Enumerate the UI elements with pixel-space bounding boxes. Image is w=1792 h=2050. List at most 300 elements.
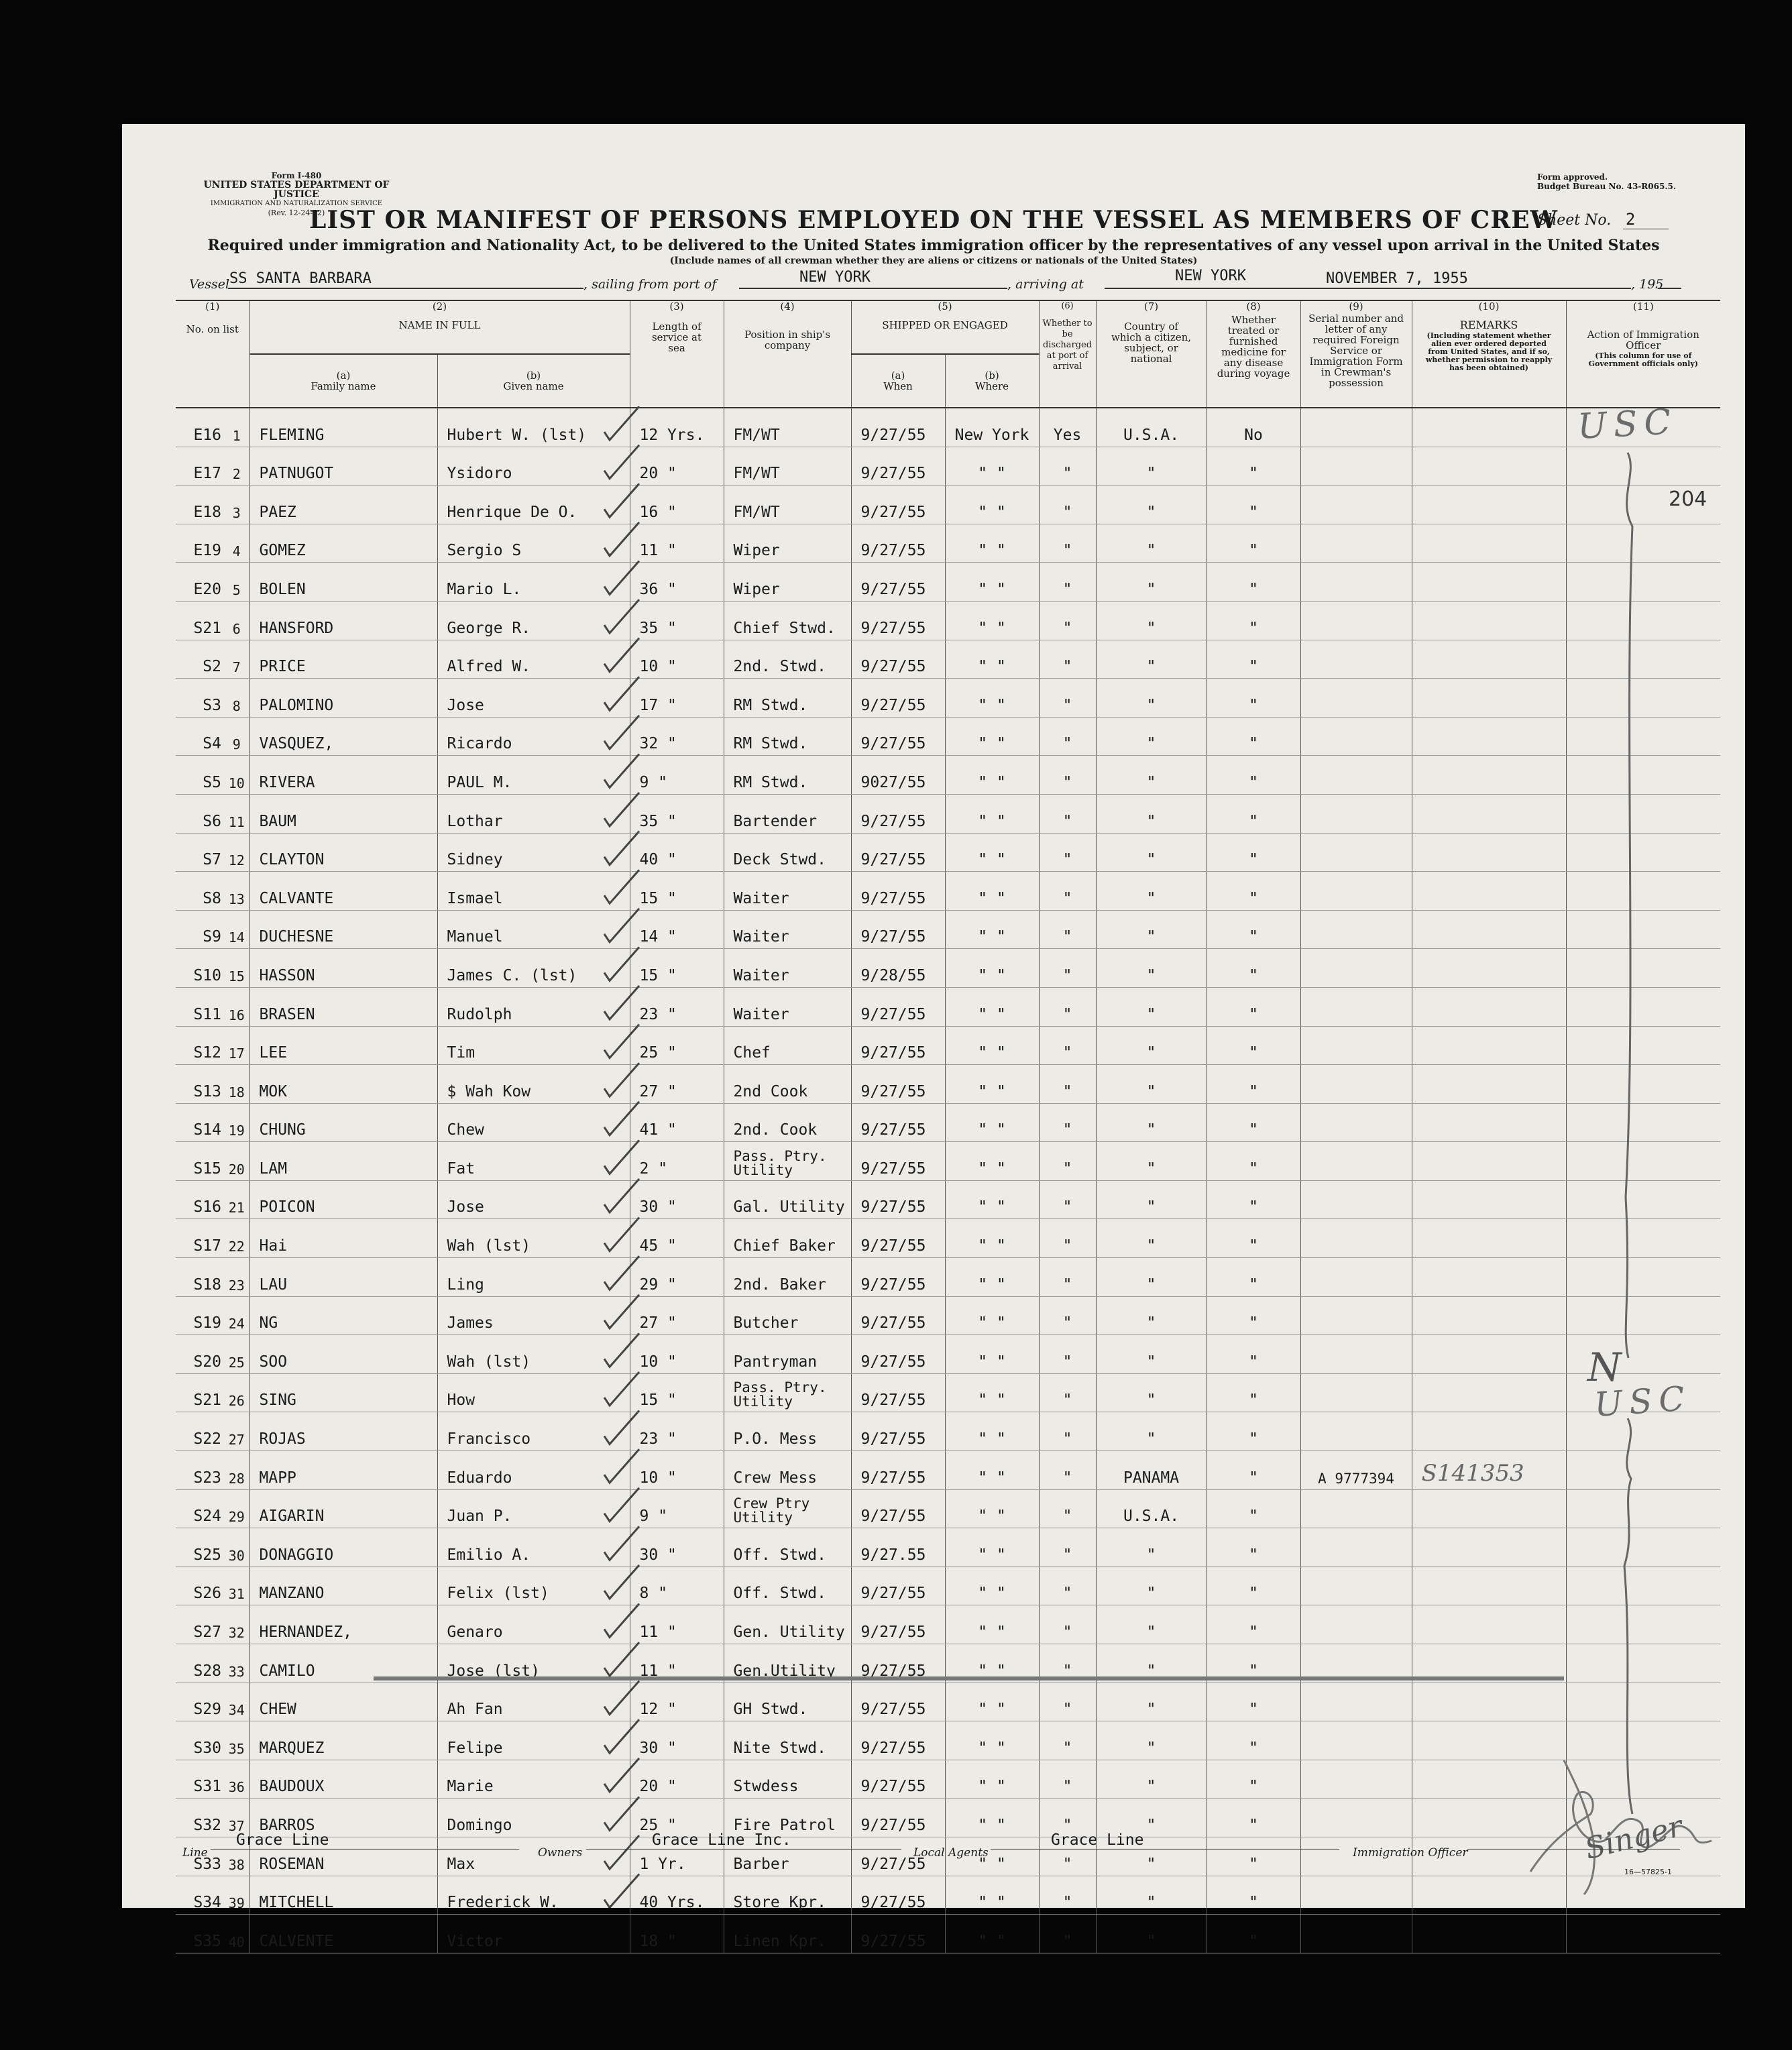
given-name: Ricardo [437, 717, 630, 756]
crew-note: (Include names of all crewman whether they are aliens or citizens or nationals of the United States) [669, 255, 1198, 266]
treated: " [1207, 524, 1300, 563]
position: FM/WT [724, 486, 851, 524]
shipped-where: " " [945, 1567, 1039, 1605]
check-mark [604, 1179, 639, 1212]
given-name: Ismael [437, 872, 630, 911]
col-7-text: Country of which a citizen, subject, or national [1111, 321, 1192, 365]
given-name: Henrique De O. [437, 486, 630, 524]
row-list-id: S28 [176, 1644, 224, 1683]
col-3-text: Length of service at sea [651, 321, 702, 354]
vessel-label: Vessel [189, 277, 230, 292]
bracket-line-top [1626, 453, 1632, 1358]
treated: " [1207, 1837, 1300, 1876]
position: Waiter [724, 910, 851, 949]
discharged: " [1039, 1335, 1096, 1374]
check-mark [604, 1758, 639, 1792]
given-name: $ Wah Kow [437, 1065, 630, 1104]
treated: " [1207, 987, 1300, 1026]
position: Off. Stwd. [724, 1528, 851, 1567]
service-length: 15 " [630, 1373, 724, 1412]
family-name: PRICE [249, 640, 437, 679]
country: " [1096, 1528, 1207, 1567]
col-7-num: (7) [1143, 300, 1159, 312]
country: " [1096, 563, 1207, 602]
given-name: Wah (lst) [437, 1335, 630, 1374]
check-mark [604, 909, 639, 942]
family-name: NG [249, 1296, 437, 1335]
discharged: " [1039, 1412, 1096, 1451]
row-number: 30 [224, 1528, 249, 1567]
country: " [1096, 794, 1207, 833]
row-number: 38 [224, 1837, 249, 1876]
year-suffix: , 195 [1631, 277, 1664, 292]
shipped-where: " " [945, 1528, 1039, 1567]
given-name: Mario L. [437, 563, 630, 602]
country: " [1096, 987, 1207, 1026]
given-name: Juan P. [437, 1489, 630, 1528]
shipped-where: " " [945, 1026, 1039, 1065]
discharged: " [1039, 1605, 1096, 1644]
treated: " [1207, 1103, 1300, 1142]
shipped-when: 9/27/55 [851, 1219, 945, 1258]
family-name: BAUDOUX [249, 1760, 437, 1799]
col-5a-text: When [883, 380, 913, 392]
country: " [1096, 910, 1207, 949]
col-5-num: (5) [938, 300, 952, 312]
check-mark [604, 677, 639, 710]
col-8-num: (8) [1246, 300, 1261, 312]
shipped-when: 9/27/55 [851, 794, 945, 833]
form-number: Form I-480 [271, 171, 322, 180]
row-list-id: E19 [176, 524, 224, 563]
shipped-when: 9/27/55 [851, 1567, 945, 1605]
shipped-when: 9/27/55 [851, 987, 945, 1026]
row-list-id: S21 [176, 1373, 224, 1412]
check-mark [604, 832, 639, 865]
row-list-id: S32 [176, 1799, 224, 1837]
col-2a-text: Family name [311, 380, 376, 392]
service-length: 40 Yrs. [630, 1876, 724, 1915]
shipped-where: " " [945, 601, 1039, 640]
treated: " [1207, 447, 1300, 486]
family-name: SOO [249, 1335, 437, 1374]
shipped-when: 9/27/55 [851, 486, 945, 524]
country: " [1096, 1876, 1207, 1915]
check-mark [604, 1719, 639, 1753]
col-6-num: (6) [1061, 301, 1074, 311]
treated: " [1207, 1142, 1300, 1181]
check-mark [604, 870, 639, 903]
position: Chief Stwd. [724, 601, 851, 640]
country: U.S.A. [1096, 408, 1207, 447]
position: RM Stwd. [724, 717, 851, 756]
treated: " [1207, 1760, 1300, 1799]
row-number: 9 [224, 717, 249, 756]
country: " [1096, 679, 1207, 718]
check-mark [604, 1565, 639, 1599]
given-name: Emilio A. [437, 1528, 630, 1567]
treated: " [1207, 1335, 1300, 1374]
owners-value: Grace Line Inc. [652, 1831, 791, 1849]
treated: " [1207, 1258, 1300, 1297]
subtitle: Required under immigration and Nationality Act, to be delivered to the United States immigration officer by the representatives of any vessel upon arrival in the United States [207, 237, 1660, 254]
given-name: Felix (lst) [437, 1567, 630, 1605]
country: " [1096, 1915, 1207, 1953]
check-mark [604, 1797, 639, 1830]
position: 2nd. Baker [724, 1258, 851, 1297]
treated: " [1207, 910, 1300, 949]
position: Pantryman [724, 1335, 851, 1374]
row-list-id: S4 [176, 717, 224, 756]
treated: " [1207, 1180, 1300, 1219]
row-number: 3 [224, 486, 249, 524]
country: " [1096, 833, 1207, 872]
family-name: PATNUGOT [249, 447, 437, 486]
position: Gen.Utility [724, 1644, 851, 1683]
discharged: " [1039, 1489, 1096, 1528]
shipped-when: 9/27/55 [851, 833, 945, 872]
service-length: 15 " [630, 872, 724, 911]
given-name: Sergio S [437, 524, 630, 563]
agents-label: Local Agents [913, 1846, 989, 1860]
treated: " [1207, 486, 1300, 524]
country: " [1096, 1567, 1207, 1605]
position: Waiter [724, 949, 851, 988]
shipped-where: " " [945, 1721, 1039, 1760]
shipped-when: 9/27/55 [851, 1876, 945, 1915]
vessel-name: SS SANTA BARBARA [229, 270, 372, 287]
shipped-when: 9/27/55 [851, 1103, 945, 1142]
treated: " [1207, 1528, 1300, 1567]
officer-signature: Singer [1581, 1809, 1686, 1867]
shipped-where: " " [945, 1837, 1039, 1876]
country: " [1096, 640, 1207, 679]
shipped-when: 9/27/55 [851, 1142, 945, 1181]
shipped-when: 9/27/55 [851, 872, 945, 911]
country: " [1096, 486, 1207, 524]
treated: " [1207, 1567, 1300, 1605]
check-mark [604, 600, 639, 633]
col-9-text: Serial number and letter of any required Foreign Service or Immigration Form in Crewman's possession [1308, 312, 1404, 389]
remarks [1412, 1915, 1566, 1953]
shipped-when: 9/27/55 [851, 1258, 945, 1297]
line-value: Grace Line [236, 1831, 329, 1849]
check-mark [604, 1604, 639, 1638]
position: P.O. Mess [724, 1412, 851, 1451]
shipped-where: " " [945, 1180, 1039, 1219]
row-number: 39 [224, 1876, 249, 1915]
service-length: 29 " [630, 1258, 724, 1297]
col-2-num: (2) [432, 300, 447, 312]
check-mark [604, 1218, 639, 1251]
bracket-line-bottom [1624, 1418, 1632, 1814]
position: Crew Mess [724, 1451, 851, 1490]
discharged: " [1039, 1683, 1096, 1721]
check-mark [604, 1488, 639, 1522]
country: " [1096, 1412, 1207, 1451]
treated: " [1207, 1721, 1300, 1760]
row-list-id: S10 [176, 949, 224, 988]
row-list-id: S9 [176, 910, 224, 949]
service-length: 12 Yrs. [630, 408, 724, 447]
row-number: 15 [224, 949, 249, 988]
row-number: 10 [224, 756, 249, 795]
serial-number: A 9777394 [1300, 1451, 1412, 1490]
discharged: " [1039, 1799, 1096, 1837]
arrival-date: NOVEMBER 7, 1955 [1326, 270, 1468, 287]
n-mark: N [1587, 1345, 1622, 1390]
shipped-where: " " [945, 1915, 1039, 1953]
shipped-when: 9/27/55 [851, 717, 945, 756]
service-length: 20 " [630, 447, 724, 486]
discharged: " [1039, 717, 1096, 756]
treated: " [1207, 794, 1300, 833]
treated: No [1207, 408, 1300, 447]
given-name: Domingo [437, 1799, 630, 1837]
row-number: 32 [224, 1605, 249, 1644]
given-name: Genaro [437, 1605, 630, 1644]
row-list-id: S34 [176, 1876, 224, 1915]
shipped-where: " " [945, 1451, 1039, 1490]
row-list-id: S16 [176, 1180, 224, 1219]
row-list-id: S23 [176, 1451, 224, 1490]
service-length: 15 " [630, 949, 724, 988]
row-list-id: S3 [176, 679, 224, 718]
col-2b-text: Given name [503, 380, 564, 392]
given-name: Ah Fan [437, 1683, 630, 1721]
shipped-where: New York [945, 408, 1039, 447]
shipped-where: " " [945, 524, 1039, 563]
shipped-when: 9/28/55 [851, 949, 945, 988]
row-number: 29 [224, 1489, 249, 1528]
check-mark [604, 754, 639, 787]
action-cell [1566, 1915, 1720, 1953]
sheet-label: Sheet No. [1537, 212, 1612, 229]
treated: " [1207, 1799, 1300, 1837]
shipped-where: " " [945, 1644, 1039, 1683]
shipped-when: 9/27/55 [851, 1605, 945, 1644]
shipped-when: 9/27/55 [851, 1721, 945, 1760]
shipped-where: " " [945, 717, 1039, 756]
family-name: LEE [249, 1026, 437, 1065]
row-number: 8 [224, 679, 249, 718]
row-list-id: E18 [176, 486, 224, 524]
family-name: BRASEN [249, 987, 437, 1026]
row-list-id: E16 [176, 408, 224, 447]
family-name: SING [249, 1373, 437, 1412]
treated: " [1207, 1412, 1300, 1451]
given-name: Manuel [437, 910, 630, 949]
row-list-id: S5 [176, 756, 224, 795]
shipped-where: " " [945, 447, 1039, 486]
service-length: 2 " [630, 1142, 724, 1181]
country: " [1096, 447, 1207, 486]
check-mark [604, 1256, 639, 1290]
service-length: 12 " [630, 1683, 724, 1721]
treated: " [1207, 1451, 1300, 1490]
service-length: 23 " [630, 987, 724, 1026]
row-list-id: E20 [176, 563, 224, 602]
given-name: George R. [437, 601, 630, 640]
discharged: " [1039, 1180, 1096, 1219]
print-code: 16—57825-1 [1624, 1868, 1672, 1876]
given-name: Marie [437, 1760, 630, 1799]
discharged: " [1039, 1026, 1096, 1065]
position: Chief Baker [724, 1219, 851, 1258]
col-2-text: NAME IN FULL [398, 319, 481, 331]
row-number: 17 [224, 1026, 249, 1065]
shipped-when: 9/27/55 [851, 1837, 945, 1876]
treated: " [1207, 563, 1300, 602]
service-length: 30 " [630, 1721, 724, 1760]
col-9-num: (9) [1349, 300, 1363, 312]
given-name: Eduardo [437, 1451, 630, 1490]
discharged: " [1039, 1258, 1096, 1297]
row-number: 19 [224, 1103, 249, 1142]
position: Store Kpr. [724, 1876, 851, 1915]
position: Off. Stwd. [724, 1567, 851, 1605]
family-name: Hai [249, 1219, 437, 1258]
row-number: 12 [224, 833, 249, 872]
shipped-when: 9/27/55 [851, 1335, 945, 1374]
country: " [1096, 1760, 1207, 1799]
service-length: 17 " [630, 679, 724, 718]
col-11-sub: (This column for use of Government officials only) [1588, 351, 1698, 368]
position: Waiter [724, 872, 851, 911]
family-name: RIVERA [249, 756, 437, 795]
shipped-when: 9/27/55 [851, 408, 945, 447]
row-list-id: S13 [176, 1065, 224, 1104]
service-length: 35 " [630, 794, 724, 833]
country: " [1096, 756, 1207, 795]
shipped-when: 9/27.55 [851, 1528, 945, 1567]
service-length: 10 " [630, 1451, 724, 1490]
row-list-id: S20 [176, 1335, 224, 1374]
check-mark [604, 522, 639, 556]
form-approved: Form approved. [1537, 172, 1608, 182]
col-4-num: (4) [780, 300, 795, 312]
given-name: Jose [437, 679, 630, 718]
col-6-text: Whether to be discharged at port of arrival [1042, 319, 1093, 372]
check-mark [604, 1642, 639, 1676]
treated: " [1207, 949, 1300, 988]
row-list-id: S31 [176, 1760, 224, 1799]
service-length: 25 " [630, 1799, 724, 1837]
serial-number [1300, 1915, 1412, 1953]
service-length: 14 " [630, 910, 724, 949]
service-length: 32 " [630, 717, 724, 756]
position: GH Stwd. [724, 1683, 851, 1721]
shipped-where: " " [945, 1335, 1039, 1374]
service-length: 27 " [630, 1065, 724, 1104]
shipped-where: " " [945, 1373, 1039, 1412]
position: Bartender [724, 794, 851, 833]
service-length: 18 " [630, 1915, 724, 1953]
col-10-num: (10) [1478, 300, 1500, 312]
row-list-id: S7 [176, 833, 224, 872]
family-name: DONAGGIO [249, 1528, 437, 1567]
service-length: 23 " [630, 1412, 724, 1451]
shipped-where: " " [945, 756, 1039, 795]
position: Pass. Ptry. Utility [724, 1142, 851, 1181]
given-name: Frederick W. [437, 1876, 630, 1915]
row-list-id: S19 [176, 1296, 224, 1335]
discharged: " [1039, 987, 1096, 1026]
discharged: " [1039, 563, 1096, 602]
discharged: " [1039, 1721, 1096, 1760]
row-number: 31 [224, 1567, 249, 1605]
row-number: 13 [224, 872, 249, 911]
discharged: Yes [1039, 408, 1096, 447]
treated: " [1207, 833, 1300, 872]
shipped-when: 9/27/55 [851, 524, 945, 563]
check-mark [604, 1874, 639, 1908]
shipped-when: 9/27/55 [851, 1915, 945, 1953]
shipped-where: " " [945, 1799, 1039, 1837]
shipped-when: 9/27/55 [851, 1489, 945, 1528]
owners-label: Owners [538, 1846, 583, 1860]
row-list-id: S25 [176, 1528, 224, 1567]
family-name: CHEW [249, 1683, 437, 1721]
treated: " [1207, 679, 1300, 718]
discharged: " [1039, 1296, 1096, 1335]
treated: " [1207, 1065, 1300, 1104]
discharged: " [1039, 872, 1096, 911]
position: Nite Stwd. [724, 1721, 851, 1760]
footer [176, 1826, 1680, 1876]
position: Gen. Utility [724, 1605, 851, 1644]
shipped-when: 9/27/55 [851, 563, 945, 602]
shipped-when: 9/27/55 [851, 1683, 945, 1721]
country: " [1096, 1103, 1207, 1142]
discharged: " [1039, 1142, 1096, 1181]
row-list-id: S30 [176, 1721, 224, 1760]
treated: " [1207, 717, 1300, 756]
family-name: LAM [249, 1142, 437, 1181]
shipped-where: " " [945, 1605, 1039, 1644]
line-label: Line [182, 1846, 208, 1860]
check-mark [604, 561, 639, 594]
shipped-where: " " [945, 1683, 1039, 1721]
pencil-marks [122, 124, 1745, 1908]
row-number: 11 [224, 794, 249, 833]
family-name: HANSFORD [249, 601, 437, 640]
family-name: DUCHESNE [249, 910, 437, 949]
row-number: 6 [224, 601, 249, 640]
family-name: VASQUEZ, [249, 717, 437, 756]
row-number: 22 [224, 1219, 249, 1258]
check-mark [604, 947, 639, 980]
shipped-where: " " [945, 987, 1039, 1026]
family-name: BAUM [249, 794, 437, 833]
country: " [1096, 1644, 1207, 1683]
country: " [1096, 601, 1207, 640]
shipped-where: " " [945, 1296, 1039, 1335]
service-length: 40 " [630, 833, 724, 872]
given-name: Sidney [437, 833, 630, 872]
row-list-id: S27 [176, 1605, 224, 1644]
shipped-when: 9/27/55 [851, 1065, 945, 1104]
row-number: 35 [224, 1721, 249, 1760]
check-mark [604, 1333, 639, 1367]
country: " [1096, 872, 1207, 911]
family-name: CHUNG [249, 1103, 437, 1142]
family-name: GOMEZ [249, 524, 437, 563]
row-list-id: S18 [176, 1258, 224, 1297]
row-list-id: S14 [176, 1103, 224, 1142]
discharged: " [1039, 1567, 1096, 1605]
country: " [1096, 1026, 1207, 1065]
